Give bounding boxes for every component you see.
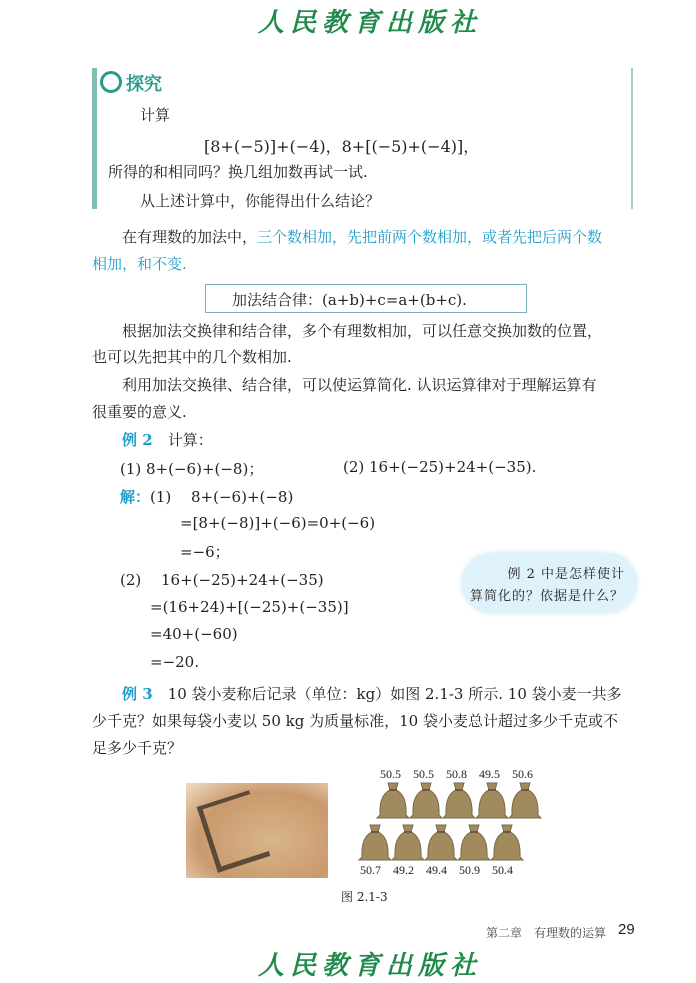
solution2-line2: =(16+24)+[(−25)+(−35)]	[150, 598, 349, 616]
figure-caption: 图 2.1-3	[341, 890, 388, 904]
wheat-scoop-photo	[186, 783, 328, 878]
wheat-sack-icon	[391, 823, 425, 861]
page-number: 29	[618, 921, 635, 938]
example2-q2: (2) 16+(−25)+24+(−35).	[343, 458, 537, 476]
sack-weight: 50.5	[380, 767, 401, 781]
wheat-sack-icon	[508, 781, 542, 819]
wheat-sack-icon	[475, 781, 509, 819]
sack-weight: 49.2	[393, 863, 414, 877]
publisher-logo-top: 人民教育出版社	[258, 8, 483, 38]
solution1-line3: =−6；	[180, 543, 230, 561]
sack-weight: 49.4	[426, 863, 447, 877]
search-icon	[100, 71, 122, 93]
solution1-line1: (1) 8+(−6)+(−8)	[150, 488, 294, 506]
sack-weight: 50.6	[512, 767, 533, 781]
sack-weight: 50.9	[459, 863, 480, 877]
explore-line1: 计算	[140, 106, 171, 124]
wheat-sack-icon	[409, 781, 443, 819]
sack-weight: 50.8	[446, 767, 467, 781]
wheat-sack-icon	[442, 781, 476, 819]
wheat-sack-icon	[358, 823, 392, 861]
para3-line1: 利用加法交换律、结合律，可以使运算简化. 认识运算律对于理解运算有	[122, 376, 597, 394]
explore-formula: [8+(−5)]+(−4)，8+[(−5)+(−4)]，	[204, 137, 480, 156]
example2-label: 例 2	[122, 431, 153, 449]
explore-heading	[100, 70, 162, 96]
solution1-line2: =[8+(−8)]+(−6)=0+(−6)	[180, 514, 376, 532]
wheat-sack-icon	[457, 823, 491, 861]
publisher-logo-bottom: 人民教育出版社	[258, 951, 483, 981]
cloud-line2: 算简化的？依据是什么？	[470, 589, 625, 604]
para2-line2: 也可以先把其中的几个数相加.	[92, 348, 292, 366]
para1-lead: 在有理数的加法中，	[122, 228, 258, 246]
solution2-line1: (2) 16+(−25)+24+(−35)	[120, 571, 324, 589]
para1-line1	[122, 226, 602, 247]
para1-highlight2: 相加，和不变.	[92, 255, 187, 273]
sack-weight: 49.5	[479, 767, 500, 781]
explore-right-line	[631, 68, 633, 209]
wheat-sack-icon	[424, 823, 458, 861]
para2-line1: 根据加法交换律和结合律，多个有理数相加，可以任意交换加数的位置，	[122, 322, 603, 340]
thought-cloud	[462, 553, 637, 613]
example3-label: 例 3	[122, 685, 153, 703]
footer-chapter: 第二章 有理数的运算	[486, 926, 607, 940]
example3-line2: 少千克？如果每袋小麦以 50 kg 为质量标准，10 袋小麦总计超过多少千克或不	[92, 712, 618, 730]
sack-weight: 50.5	[413, 767, 434, 781]
sack-weight: 50.7	[360, 863, 381, 877]
para1-highlight1: 三个数相加，先把前两个数相加，或者先把后两个数	[257, 228, 603, 246]
associative-law: 加法结合律：(a+b)+c=a+(b+c).	[232, 291, 467, 309]
explore-line2: 所得的和相同吗？换几组加数再试一试.	[108, 163, 368, 181]
explore-title: 探究	[126, 74, 162, 95]
example2-q1: (1) 8+(−6)+(−8)；	[120, 460, 264, 478]
example3-line3: 足多少千克？	[92, 739, 183, 757]
explore-bar	[92, 68, 97, 209]
explore-line3: 从上述计算中，你能得出什么结论？	[140, 192, 381, 210]
wheat-sack-icon	[490, 823, 524, 861]
example2-title: 计算：	[167, 431, 213, 449]
wheat-sack-icon	[376, 781, 410, 819]
solution-label: 解：	[120, 488, 151, 506]
para3-line2: 很重要的意义.	[92, 403, 187, 421]
sack-weight: 50.4	[492, 863, 513, 877]
example3-line1: 10 袋小麦称后记录（单位：kg）如图 2.1-3 所示. 10 袋小麦一共多	[167, 685, 622, 703]
law-box	[205, 284, 527, 313]
cloud-line1: 例 2 中是怎样使计	[507, 567, 625, 582]
solution2-line4: =−20.	[150, 653, 199, 671]
solution2-line3: =40+(−60)	[150, 625, 238, 643]
